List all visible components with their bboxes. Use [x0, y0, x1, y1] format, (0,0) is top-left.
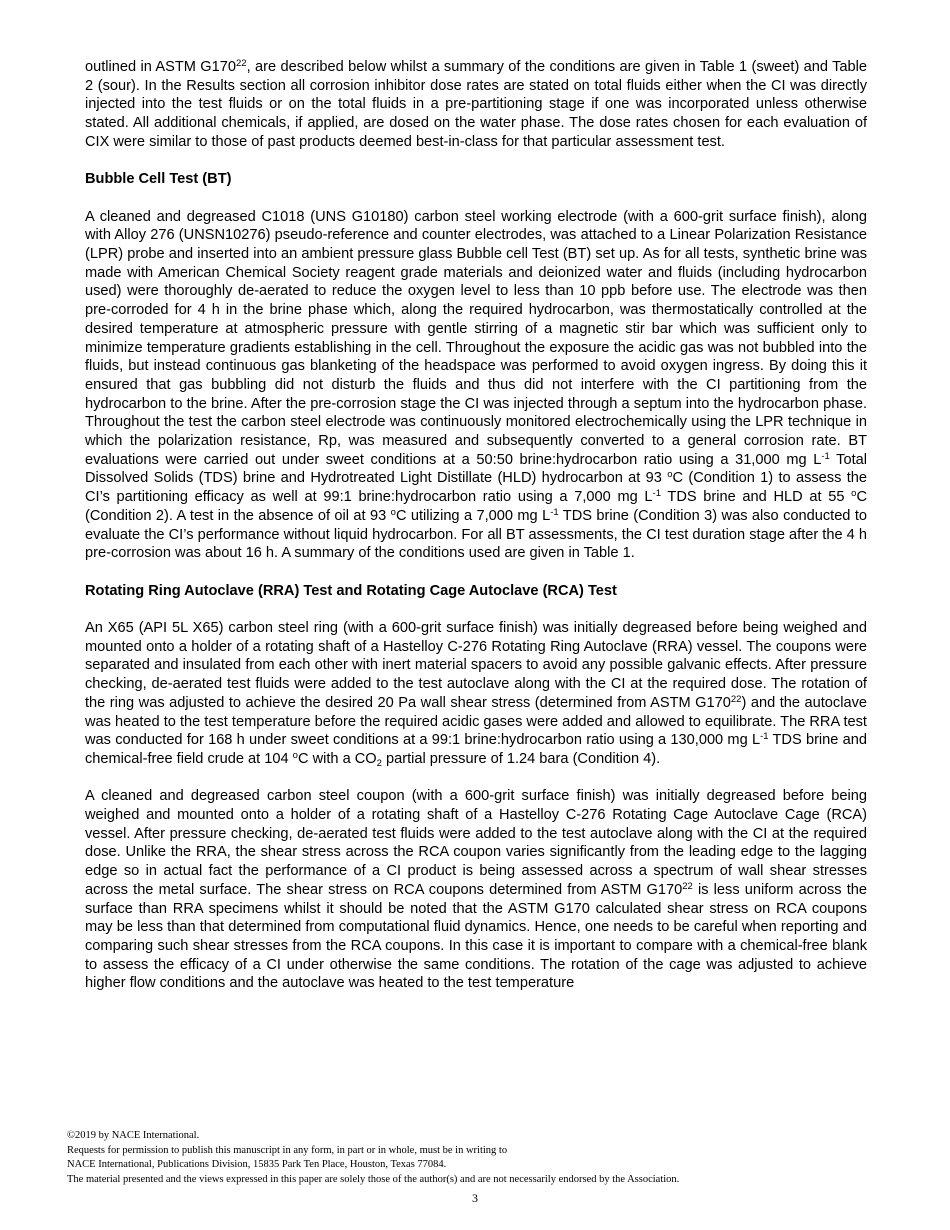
section-heading-rra-rca-test: Rotating Ring Autoclave (RRA) Test and Rotating Cage Autoclave (RCA) Test	[85, 582, 617, 599]
copyright-footer	[67, 1129, 867, 1187]
section-heading-bubble-cell-test: Bubble Cell Test (BT)	[85, 171, 232, 188]
footer-permission: Requests for permission to publish this manuscript in any form, in part or in whole, must be in writing to	[67, 1144, 508, 1156]
footer-address: NACE International, Publications Division, 15835 Park Ten Place, Houston, Texas 77084.	[67, 1159, 447, 1170]
paper-body	[85, 58, 867, 993]
paragraph-bubble-cell-test: A cleaned and degreased C1018 (UNS G10180) carbon steel working electrode (with a 600-grit surface finish), along with Alloy 276 (UNSN10276) pseudo-reference and counter electrodes, was attached to a Linear Polarization Resistance (LPR) probe and inserted into an ambient pressure glass Bubble cell Test (BT) set up. As for all tests, synthetic brine was made with American Chemical Society reagent grade materials and deionized water and fluids (including hydrocarbon used) were thoroughly de-aerated to reduce the oxygen level to less than 10 ppb before use. The electrode was then pre-corroded for 4 h in the brine phase which, along the required hydrocarbon, was thermostatically controlled at the desired temperature at atmospheric pressure with gentle stirring of a magnetic stir bar which was sufficient only to minimize temperature gradients establishing in the cell. Throughout the exposure the acidic gas was not bubbled into the fluids, but instead continuous gas blanketing of the headspace was performed to avoid oxygen ingress. By doing this it ensured that gas bubbling did not disturb the fluids and thus did not interfere with the CI partitioning from the hydrocarbon to the brine. After the pre-corrosion stage the CI was injected through a septum into the hydrocarbon phase. Throughout the test the carbon steel electrode was continuously monitored electrochemically using the LPR technique in which the polarization resistance, Rp, was measured and subsequently converted to a general corrosion rate. BT evaluations were carried out under sweet conditions at a 50:50 brine:hydrocarbon ratio using a 31,000 mg $L^{-1}$ Total Dissolved Solids (TDS) brine and Hydrotreated Light Distillate (HLD) hydrocarbon at 93 $^o$C (Condition 1) to assess the CI’s partitioning efficacy as well at 99:1 brine:hydrocarbon ratio using a 7,000 mg $L^{-1}$ TDS brine and HLD at 55 $^o$C (Condition 2). A test in the absence of oil at 93 $^o$C utilizing a 7,000 mg $L^{-1}$ TDS brine (Condition 3) was also conducted to evaluate the CI’s performance without liquid hydrocarbon. For all BT assessments, the CI test duration stage after the 4 h pre-corrosion was about 16 h. A summary of the conditions used are given in Table 1.	[85, 208, 868, 562]
paragraph-intro-continued: outlined in ASTM $G170^{22}$, are described below whilst a summary of the conditions are given in Table 1 (sweet) and Table 2 (sour). In the Results section all corrosion inhibitor dose rates are stated on total fluids either when the CI was directly injected into the test fluids or on the total fluids in a pre-partitioning stage if one was incorporated unless otherwise stated. All additional chemicals, if applied, are dosed on the water phase. The dose rates chosen for each evaluation of CIX were similar to those of past products deemed best-in-class for that particular assessment test.	[85, 58, 867, 150]
footer-disclaimer: The material presented and the views expressed in this paper are solely those of the author(s) and are not necessarily endorsed by the Association.	[67, 1173, 680, 1185]
footer-copyright: ©2019 by NACE International.	[67, 1130, 200, 1141]
page-number: 3	[472, 1191, 478, 1205]
paragraph-rra-test: An X65 (API 5L X65) carbon steel ring (with a 600-grit surface finish) was initially degreased before being weighed and mounted onto a holder of a rotating shaft of a Hastelloy C-276 Rotating Ring Autoclave (RRA) vessel. The coupons were separated and insulated from each other with inert material spacers to avoid any possible galvanic effects. After pressure checking, de-aerated test fluids were added to the test autoclave along with the CI at the required dose. The rotation of the ring was adjusted to achieve the desired 20 Pa wall shear stress (determined from ASTM $G170^{22}$) and the autoclave was heated to the test temperature before the required acidic gases were added and allowed to equilibrate. The RRA test was conducted for 168 h under sweet conditions at a 99:1 brine:hydrocarbon ratio using a 130,000 mg $L^{-1}$ TDS brine and chemical-free field crude at 104 $^o$C with a $CO_2$ partial pressure of 1.24 bara (Condition 4).	[85, 620, 868, 769]
paragraph-rca-test: A cleaned and degreased carbon steel coupon (with a 600-grit surface finish) was initially degreased before being weighed and mounted onto a holder of a rotating shaft of a Hastelloy C-276 Rotating Cage Autoclave Cage (RCA) vessel. After pressure checking, de-aerated test fluids were added to the test autoclave along with the CI at the required dose. Unlike the RRA, the shear stress across the RCA coupon varies significantly from the leading edge to the lagging edge so in actual fact the performance of a CI product is being assessed across a spectrum of wall shear stresses across the metal surface. The shear stress on RCA coupons determined from ASTM $G170^{22}$ is less uniform across the surface than RRA specimens whilst it should be noted that the ASTM G170 calculated shear stress on RCA coupons may be less than that determined from computational fluid dynamics. Hence, one needs to be careful when reporting and comparing such shear stresses from the RCA coupons. In this case it is important to compare with a chemical-free blank to assess the efficacy of a CI under otherwise the same conditions. The rotation of the cage was adjusted to achieve higher flow conditions and the autoclave was heated to the test temperature	[85, 788, 868, 992]
